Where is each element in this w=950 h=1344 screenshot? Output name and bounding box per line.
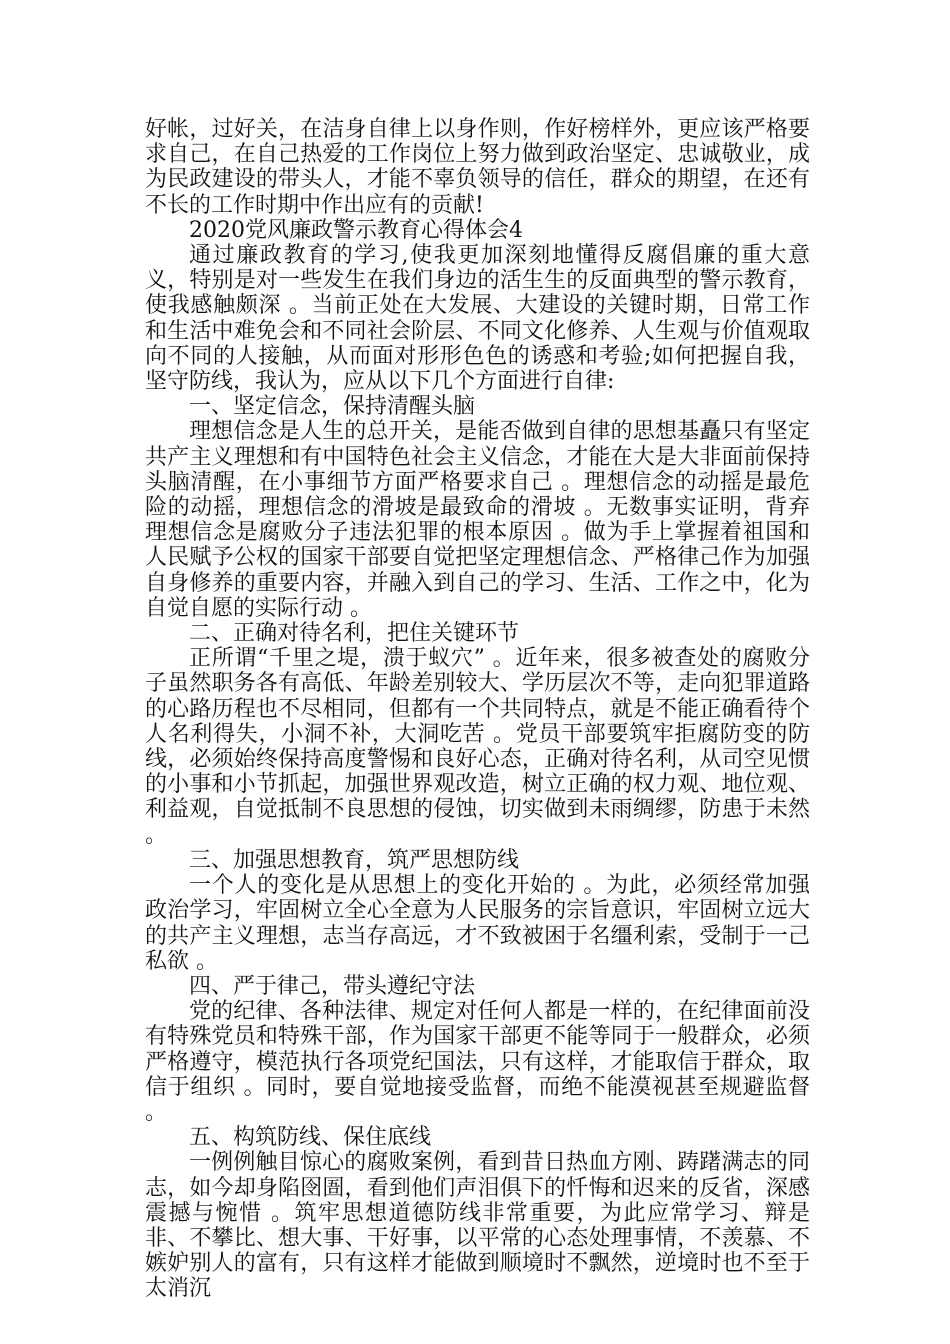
section-heading-3: 三、加强思想教育，筑严思想防线 [189,847,520,873]
document-section-title: 2020党风廉政警示教育心得体会4 [189,217,523,243]
paragraph-continuation: 好帐，过好关，在洁身自律上以身作则，作好榜样外，更应该严格要求自己，在自己热爱的工作岗位上努力做到政治坚定、忠诚敬业，成为民政建设的带头人，才能不辜负领导的信任，群众的期望，在还有不长的工作时期中作出应有的贡献! [145,117,810,218]
paragraph-section-4: 党的纪律、各种法律、规定对任何人都是一样的，在纪律面前没有特殊党员和特殊干部，作为国家干部更不能等同于一般群众，必须严格遵守，模范执行各项党纪国法，只有这样，才能取信于群众，取信于组织 。同时，要自觉地接受监督，而绝不能漠视甚至规避监督 。 [145,999,817,1125]
section-heading-4: 四、严于律己，带头遵纪守法 [189,973,476,999]
paragraph-section-5: 一例例触目惊心的腐败案例，看到昔日热血方刚、踌躇满志的同志，如今却身陷囹圄，看到他们声泪俱下的忏悔和迟来的反省，深感震撼与惋惜 。筑牢思想道德防线非常重要，为此应常学习、辩是非、不攀比、想大事、干好事，以平常的心态处理事情，不羡慕、不嫉妒别人的富有，只有这样才能做到顺境时不飘然，逆境时也不至于太消沉 [145,1150,810,1302]
document-body [145,117,817,1302]
section-heading-1: 一、坚定信念，保持清醒头脑 [189,394,476,420]
paragraph-intro: 通过廉政教育的学习,使我更加深刻地懂得反腐倡廉的重大意义，特别是对一些发生在我们身边的活生生的反面典型的警示教育，使我感触颇深 。当前正处在大发展、大建设的关键时期，日常工作和生活中难免会和不同社会阶层、不同文化修养、人生观与价值观取向不同的人接触，从而面对形形色色的诱惑和考验;如何把握自我，坚守防线，我认为，应从以下几个方面进行自律: [145,243,810,395]
paragraph-section-2: 正所谓“千里之堤，溃于蚁穴” 。近年来，很多被查处的腐败分子虽然职务各有高低、年龄差别较大、学历层次不等，走向犯罪道路的心路历程也不尽相同，但都有一个共同特点，就是不能正确看待个人名利得失，小洞不补，大洞吃苦 。党员干部要筑牢拒腐防变的防线，必须始终保持高度警惕和良好心态，正确对待名利，从司空见惯的小事和小节抓起，加强世界观改造，树立正确的权力观、地位观、利益观，自觉抵制不良思想的侵蚀，切实做到未雨绸缪，防患于未然 。 [145,646,817,848]
section-heading-5: 五、构筑防线、保住底线 [189,1125,432,1151]
paragraph-section-1: 理想信念是人生的总开关，是能否做到自律的思想基矗只有坚定共产主义理想和有中国特色社会主义信念，才能在大是大非面前保持头脑清醒，在小事细节方面严格要求自己 。理想信念的动摇是最危险的动摇，理想信念的滑坡是最致命的滑坡 。无数事实证明，背弃理想信念是腐败分子违法犯罪的根本原因 。做为手上掌握着祖国和人民赋予公权的国家干部要自觉把坚定理想信念、严格律己作为加强自身修养的重要内容，并融入到自己的学习、生活、工作之中，化为自觉自愿的实际行动 。 [145,419,810,621]
section-heading-2: 二、正确对待名利，把住关键环节 [189,621,520,647]
paragraph-section-3: 一个人的变化是从思想上的变化开始的 。为此，必须经常加强政治学习，牢固树立全心全意为人民服务的宗旨意识，牢固树立远大的共产主义理想，志当存高远，才不致被困于名缰利索，受制于一己私欲 。 [145,873,810,974]
